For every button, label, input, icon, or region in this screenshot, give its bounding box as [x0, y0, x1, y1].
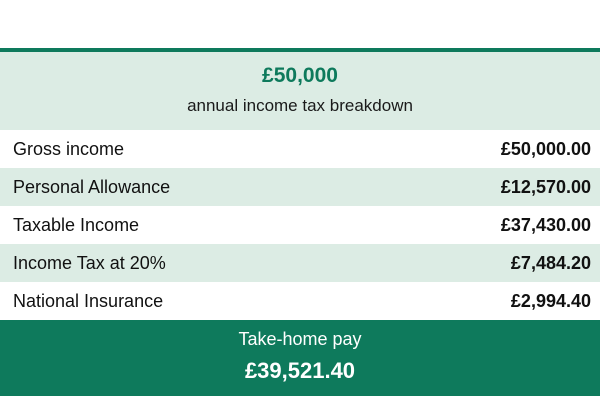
- row-label: Personal Allowance: [13, 176, 171, 197]
- take-home-amount: £39,521.40: [244, 358, 356, 383]
- row-income-tax: [0, 244, 600, 282]
- summary-header: [0, 52, 600, 130]
- row-value: £37,430.00: [500, 214, 591, 235]
- row-value: £12,570.00: [500, 176, 591, 197]
- row-gross-income: [0, 130, 600, 168]
- row-label: Income Tax at 20%: [13, 252, 166, 273]
- row-value: £50,000.00: [500, 138, 591, 159]
- row-label: National Insurance: [13, 290, 164, 311]
- take-home-label: Take-home pay: [238, 329, 362, 349]
- row-national-insurance: [0, 282, 600, 320]
- breakdown-subtitle: annual income tax breakdown: [187, 96, 413, 115]
- tax-breakdown-card: [0, 48, 600, 394]
- row-label: Taxable Income: [13, 214, 140, 235]
- row-label: Gross income: [13, 138, 125, 159]
- row-personal-allowance: [0, 168, 600, 206]
- breakdown-table: [0, 130, 600, 320]
- salary-amount: £50,000: [262, 64, 338, 87]
- row-value: £7,484.20: [510, 252, 591, 273]
- take-home-footer: [0, 320, 600, 396]
- row-taxable-income: [0, 206, 600, 244]
- row-value: £2,994.40: [510, 290, 591, 311]
